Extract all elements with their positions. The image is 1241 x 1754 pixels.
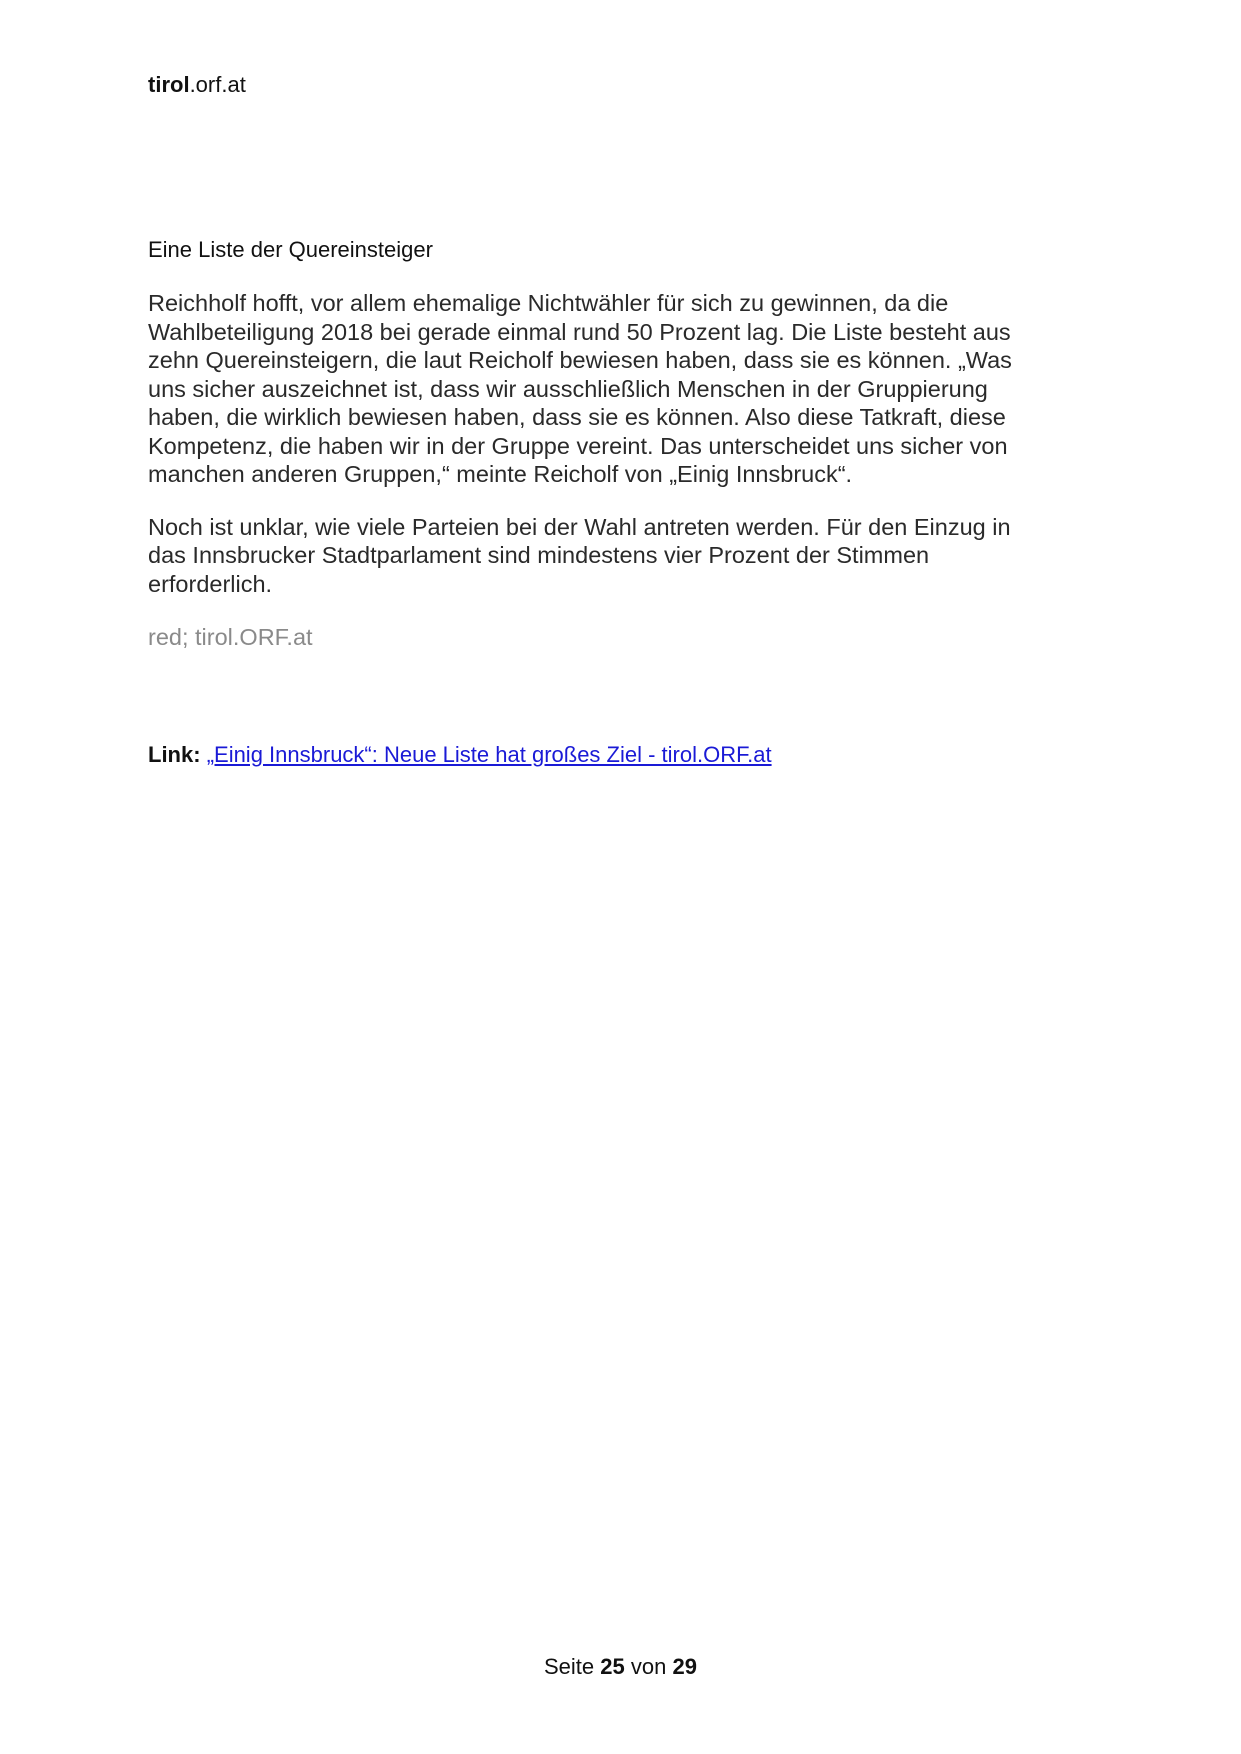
paragraph-line: Reichholf hofft, vor allem ehemalige Nichtwähler für sich zu gewinnen, da die (148, 290, 949, 316)
footer-prefix: Seite (544, 1654, 595, 1679)
paragraph-line: Noch ist unklar, wie viele Parteien bei der Wahl antreten werden. Für den Einzug in (148, 513, 1011, 540)
brand-name-domain: .orf.at (189, 72, 246, 97)
paragraph-line: das Innsbrucker Stadtparlament sind mindestens vier Prozent der Stimmen (148, 542, 930, 568)
article-subheading: Eine Liste der Quereinsteiger (148, 237, 433, 262)
paragraph-line: haben, die wirklich bewiesen haben, dass sie es können. Also diese Tatkraft, diese (148, 404, 1006, 430)
article-link[interactable]: „Einig Innsbruck“: Neue Liste hat großes Ziel - tirol.ORF.at (206, 742, 772, 767)
source-link-row (148, 740, 772, 770)
paragraph-line: Kompetenz, die haben wir in der Gruppe vereint. Das unterscheidet uns sicher von (148, 432, 1008, 459)
paragraph-line: manchen anderen Gruppen,“ meinte Reicholf von „Einig Innsbruck“. (148, 461, 853, 487)
footer-middle: von (630, 1654, 667, 1679)
article-paragraph-2 (148, 513, 1088, 599)
link-label: Link: (148, 742, 201, 767)
article-source: red; tirol.ORF.at (148, 624, 313, 650)
site-header (148, 72, 246, 98)
paragraph-line: zehn Quereinsteigern, die laut Reicholf bewiesen haben, dass sie es können. „Was (148, 347, 1012, 373)
paragraph-line: erforderlich. (148, 570, 273, 597)
current-page-number: 25 (600, 1654, 625, 1679)
paragraph-line: uns sicher auszeichnet ist, dass wir ausschließlich Menschen in der Gruppierung (148, 375, 988, 402)
paragraph-line: Wahlbeteiligung 2018 bei gerade einmal rund 50 Prozent lag. Die Liste besteht aus (148, 318, 1011, 345)
article-paragraph-1 (148, 289, 1088, 489)
brand-name-bold: tirol (148, 72, 190, 97)
total-page-count: 29 (672, 1654, 697, 1679)
page-footer (0, 1654, 1241, 1680)
article-body (148, 235, 1088, 652)
